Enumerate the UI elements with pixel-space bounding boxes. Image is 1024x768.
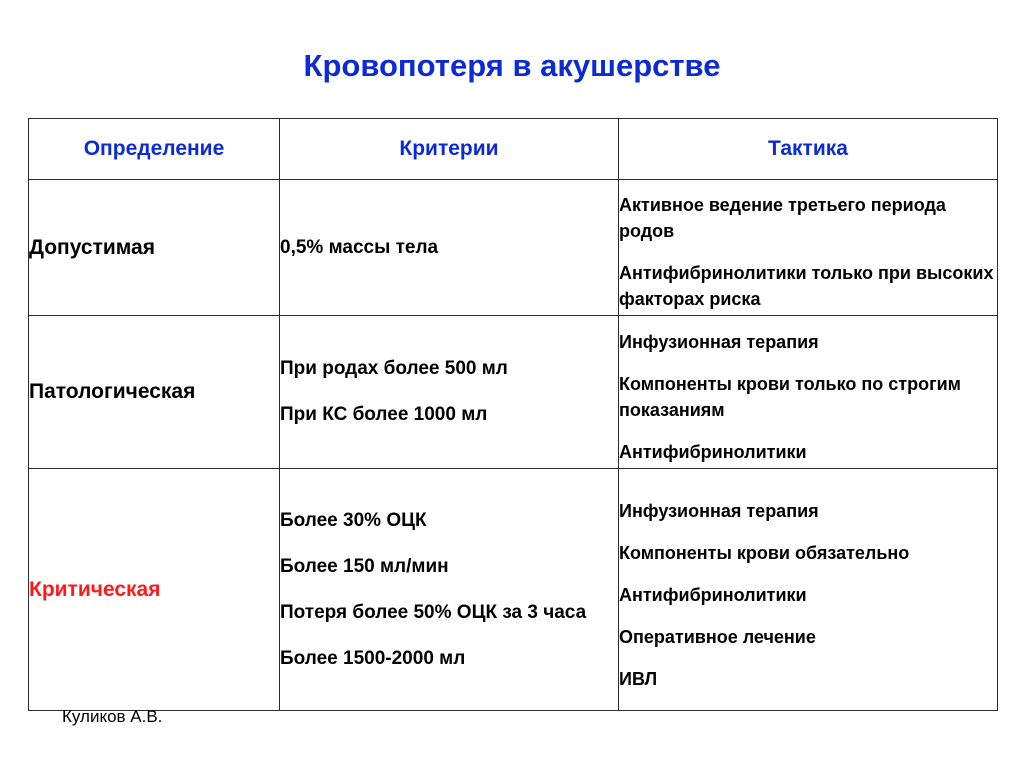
tactics-item: Активное ведение третьего периода родов [619,195,946,241]
tactics-item: Антифибринолитики [619,584,807,605]
tactics-item: Компоненты крови только по строгим показаниям [619,373,961,420]
definition-cell: Допустимая [29,180,280,316]
tactics-item: Инфузионная терапия [619,331,819,352]
column-header-criteria: Критерии [280,119,619,180]
author-name: Куликов А.В. [62,707,163,726]
tactics-cell [619,469,998,711]
tactics-item: Антифибринолитики только при высоких факторах риска [619,263,994,309]
definition-cell-critical: Критическая [29,469,280,711]
criteria-cell [280,180,619,316]
tactics-item: Оперативное лечение [619,626,816,647]
tactics-cell [619,316,998,469]
page-title: Кровопотеря в акушерстве [303,48,721,83]
criteria-item: Более 150 мл/мин [280,555,449,577]
criteria-cell [280,316,619,469]
table-row [29,316,998,469]
table-header-row [29,119,998,180]
tactics-item: ИВЛ [619,668,658,689]
criteria-item: Более 30% ОЦК [280,509,427,531]
tactics-item: Антифибринолитики [619,441,807,462]
column-header-definition: Определение [29,119,280,180]
tactics-cell [619,180,998,316]
criteria-cell [280,469,619,711]
criteria-item: При родах более 500 мл [280,358,508,379]
criteria-item: Потеря более 50% ОЦК за 3 часа [280,601,587,623]
blood-loss-table [28,118,998,711]
criteria-item: 0,5% массы тела [280,236,439,258]
definition-cell: Патологическая [29,316,280,469]
column-header-tactics: Тактика [619,119,998,180]
criteria-item: При КС более 1000 мл [280,404,488,425]
table-row [29,469,998,711]
tactics-item: Компоненты крови обязательно [619,542,910,563]
tactics-item: Инфузионная терапия [619,500,819,521]
table-row [29,180,998,316]
criteria-item: Более 1500-2000 мл [280,647,466,669]
